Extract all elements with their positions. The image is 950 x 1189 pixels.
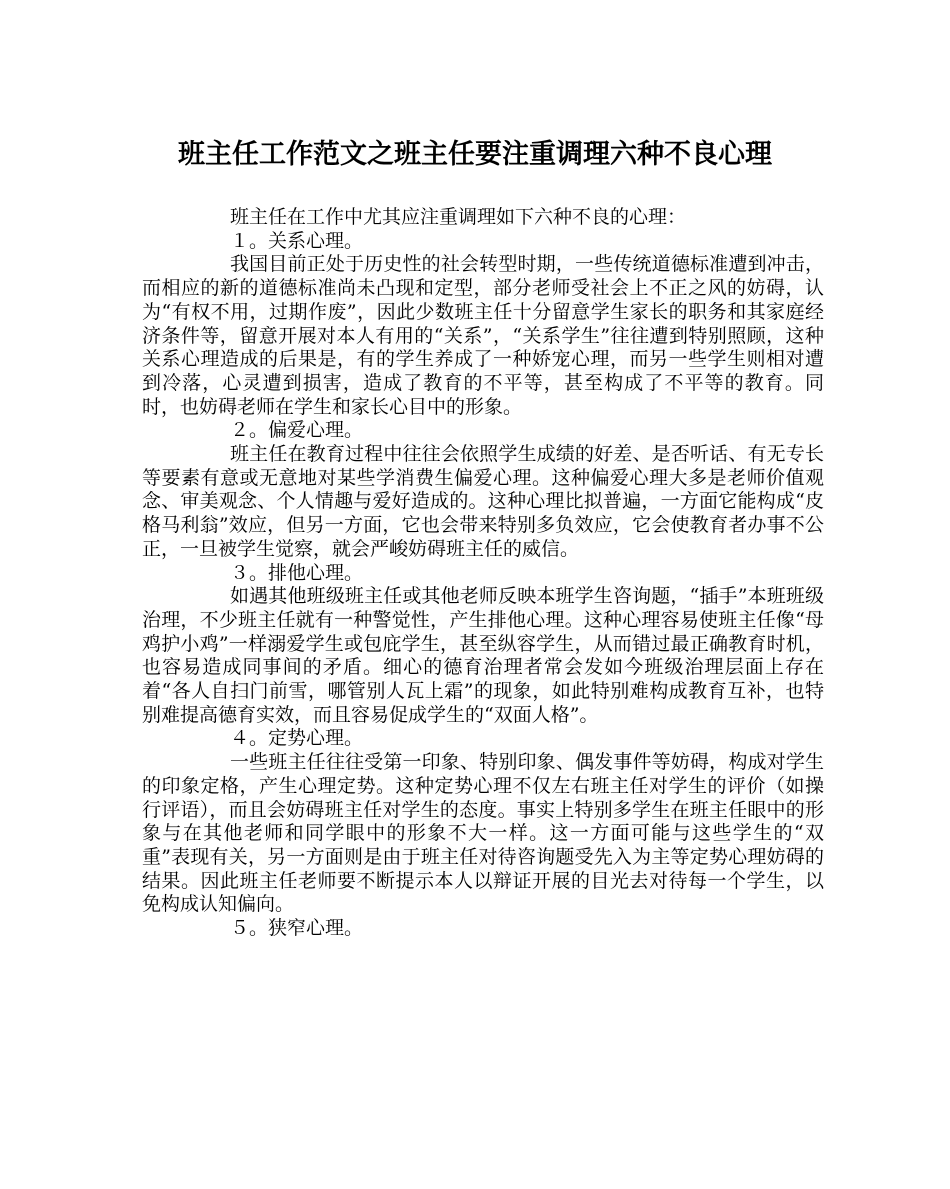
section-paragraph-3: 如遇其他班级班主任或其他老师反映本班学生咨询题，“插手”本班班级治理，不少班主任就有一种警觉性，产生排他心理。这种心理容易使班主任像“母鸡护小鸡”一样溺爱学生或包庇学生，甚至纵容学生，从而错过最正确教育时机，也容易造成同事间的矛盾。细心的德育治理者常会发如今班级治理层面上存在着“各人自扫门前雪，哪管别人瓦上霜”的现象，如此特别难构成教育互补，也特别难提高德育实效，而且容易促成学生的“双面人格”。 [142,585,824,726]
section-heading-5: ５。狭窄心理。 [230,917,364,940]
section-paragraph-1: 我国目前正处于历史性的社会转型时期，一些传统道德标准遭到冲击，而相应的新的道德标准尚未凸现和定型，部分老师受社会上不正之风的妨碍，认为“有权不用，过期作废”，因此少数班主任十分留意学生家长的职务和其家庭经济条件等，留意开展对本人有用的“关系”，“关系学生”往往遭到特别照顾，这种关系心理造成的后果是，有的学生养成了一种娇宠心理，而另一些学生则相对遭到冷落，心灵遭到损害，造成了教育的不平等，甚至构成了不平等的教育。同时，也妨碍老师在学生和家长心目中的形象。 [142,253,824,418]
section-heading-2: ２。偏爱心理。 [230,419,364,442]
section-paragraph-2: 班主任在教育过程中往往会依照学生成绩的好差、是否听话、有无专长等要素有意或无意地对某些学消费生偏爱心理。这种偏爱心理大多是老师价值观念、审美观念、个人情趣与爱好造成的。这种心理比拟普遍，一方面它能构成“皮格马利翁”效应，但另一方面，它也会带来特别多负效应，它会使教育者办事不公正，一旦被学生觉察，就会严峻妨碍班主任的威信。 [142,443,824,560]
section-heading-4: ４。定势心理。 [230,727,364,750]
section-heading-1: １。关系心理。 [230,229,364,252]
section-paragraph-4: 一些班主任往往受第一印象、特别印象、偶发事件等妨碍，构成对学生的印象定格，产生心理定势。这种定势心理不仅左右班主任对学生的评价（如操行评语），而且会妨碍班主任对学生的态度。事实上特别多学生在班主任眼中的形象与在其他老师和同学眼中的形象不大一样。这一方面可能与这些学生的“双重”表现有关，另一方面则是由于班主任对待咨询题受先入为主等定势心理妨碍的结果。因此班主任老师要不断提示本人以辩证开展的目光去对待每一个学生，以免构成认知偏向。 [142,751,824,916]
document-body [142,206,824,941]
document-title: 班主任工作范文之班主任要注重调理六种不良心理 [178,139,772,170]
intro-paragraph: 班主任在工作中尤其应注重调理如下六种不良的心理： [230,206,687,228]
section-heading-3: ３。排他心理。 [230,561,364,584]
